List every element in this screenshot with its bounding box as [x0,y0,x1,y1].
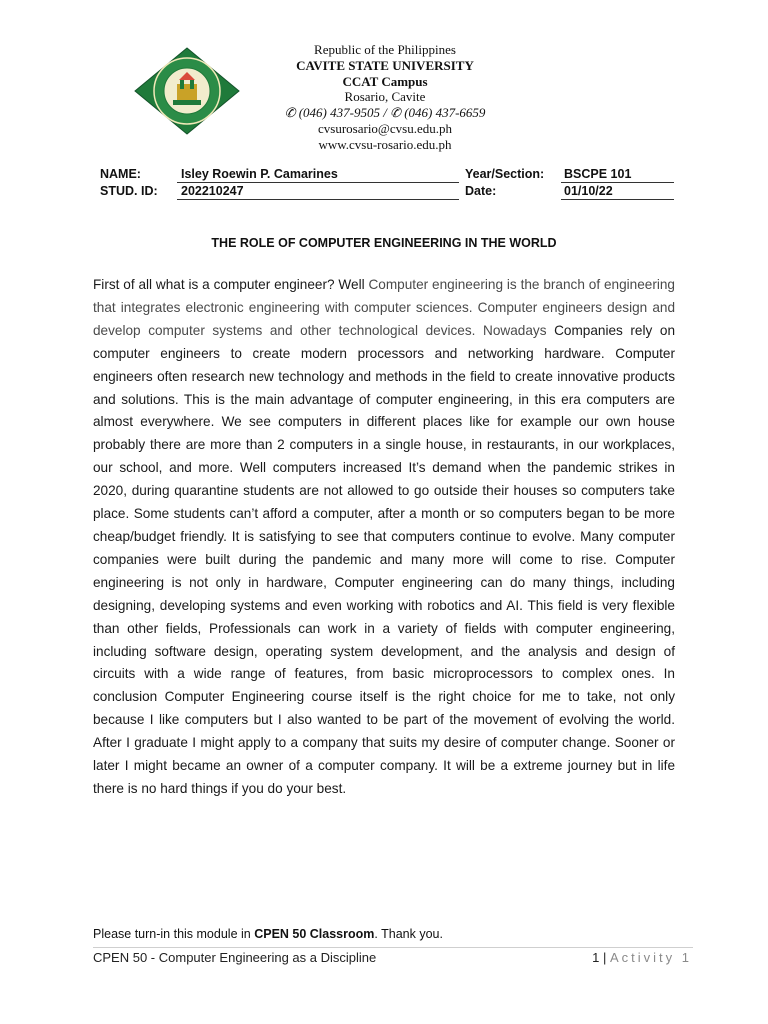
email-address: cvsurosario@cvsu.edu.ph [318,120,452,136]
footer-page-info [592,950,692,965]
essay-text-intro: First of all what is a computer engineer? Well [93,277,369,292]
essay-title: THE ROLE OF COMPUTER ENGINEERING IN THE WORLD [211,236,557,250]
campus-name: CCAT Campus [342,73,428,89]
phone-numbers: ✆ (046) 437-9505 / ✆ (046) 437-6659 [284,105,486,121]
section-value: BSCPE 101 [561,166,674,183]
info-row-name [100,166,675,183]
page-number: 1 | [592,950,610,965]
submission-note-pre: Please turn-in this module in [93,927,255,941]
id-value: 202210247 [177,183,459,200]
student-info [100,166,675,200]
name-label: NAME: [100,167,141,181]
essay-text-transition: Nowadays [475,322,555,338]
info-row-id [100,183,675,200]
university-name: CAVITE STATE UNIVERSITY [296,57,474,73]
essay-text-definition: Computer engineering is the branch of engineering that integrates electronic engineering with computer sciences. Computer engineers design and develop computer systems and other technological devices. [93,277,675,338]
website-address: www.cvsu-rosario.edu.ph [318,136,452,152]
footer-course-title: CPEN 50 - Computer Engineering as a Discipline [93,950,377,965]
date-value: 01/10/22 [561,183,674,200]
footer-divider [93,947,693,948]
university-seal-logo [133,46,241,136]
campus-location: Rosario, Cavite [344,89,426,105]
submission-note-post: . Thank you. [374,927,443,941]
id-label: STUD. ID: [100,184,158,198]
essay-text-main: Companies rely on computer engineers to create modern processors and networking hardware. Computer engineers often research new technology and methods in the field to create innovative products and solutions. This is the main advantage of computer engineering, in this era computers are almost everywhere. We see computers in different places like for example our own house probably there are more than 2 computers in a single house, in restaurants, in our workplaces, our school, and more. Well computers increased It’s demand when the pandemic strikes in 2020, during quarantine students are not allowed to go outside their houses so computers take place. Some students can’t afford a computer, after a month or so computers began to be more cheap/budget friendly. It is satisfying to see that computers continue to evolve. Many computer companies were built during the pandemic and many more will come to rise. Computer engineering is not only in hardware, Computer engineering can do many things, including designing, developing systems and even working with robotics and AI. This field is very flexible than other fields, Professionals can work in a variety of fields with computer engineering, including software design, operating system development, and the analysis and design of circuits with a wide range of features, from basic microprocessors to complex ones. In conclusion Computer Engineering course itself is the right choice for me to take, not only because I like computers but I also wanted to be part of the movement of evolving the world. After I graduate I might apply to a company that suits my desire of computer change. Sooner or later I might became an owner of a computer company. It will be a extreme journey but in life there is no hard things if you do your best. [93,322,676,796]
section-label: Year/Section: [465,167,545,181]
submission-note [93,927,443,941]
republic-line: Republic of the Philippines [314,42,456,57]
classroom-name: CPEN 50 Classroom [254,927,375,941]
activity-label: Activity 1 [609,950,692,965]
university-header [230,42,540,153]
name-value: Isley Roewin P. Camarines [177,166,459,183]
date-label: Date: [465,184,497,198]
essay-body [93,274,675,801]
